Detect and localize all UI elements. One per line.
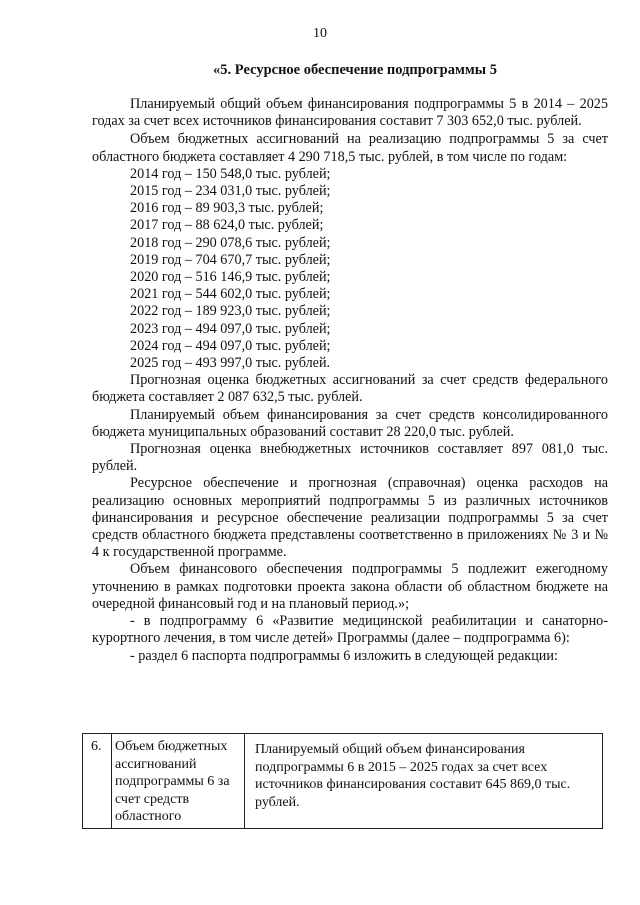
section-heading: «5. Ресурсное обеспечение подпрограммы 5 <box>213 62 497 78</box>
year-item: 2015 год – 234 031,0 тыс. рублей; <box>130 183 331 200</box>
year-funding-list <box>92 166 608 372</box>
table-row-number: 6. <box>83 734 112 828</box>
paragraph-section-6: - раздел 6 паспорта подпрограммы 6 изложить в следующей редакции: <box>130 647 558 664</box>
year-item: 2020 год – 516 146,9 тыс. рублей; <box>130 269 331 286</box>
year-item: 2023 год – 494 097,0 тыс. рублей; <box>130 320 331 337</box>
passport-table <box>82 733 603 829</box>
year-item: 2019 год – 704 670,7 тыс. рублей; <box>130 251 331 268</box>
paragraph-total-funding: Планируемый общий объем финансирования подпрограммы 5 в 2014 – 2025 годах за счет всех источников финансирования составит 7 303 652,0 тыс. рублей. <box>92 96 608 130</box>
paragraph-subprogram-6: - в подпрограмму 6 «Развитие медицинской реабилитации и санаторно-курортного лечения, в том числе детей» Программы (далее – подпрограмма 6): <box>92 613 608 647</box>
year-item: 2014 год – 150 548,0 тыс. рублей; <box>130 165 331 182</box>
table-row-name: Объем бюджетных ассигнований подпрограммы 6 за счет средств областного <box>112 734 245 828</box>
year-item: 2016 год – 89 903,3 тыс. рублей; <box>130 200 324 217</box>
paragraph-annual-update: Объем финансового обеспечения подпрограммы 5 подлежит ежегодному уточнению в рамках подготовки проекта закона области об областном бюджете на очередной финансовый год и на плановый период.»; <box>92 561 608 612</box>
year-item: 2024 год – 494 097,0 тыс. рублей; <box>130 337 331 354</box>
paragraph-regional-budget: Объем бюджетных ассигнований на реализацию подпрограммы 5 за счет областного бюджета составляет 4 290 718,5 тыс. рублей, в том числе по годам: <box>92 131 608 165</box>
paragraph-extrabudgetary: Прогнозная оценка внебюджетных источников составляет 897 081,0 тыс. рублей. <box>92 441 608 475</box>
table-row-value: Планируемый общий объем финансирования подпрограммы 6 в 2015 – 2025 годах за счет всех источников финансирования составит 645 869,0 тыс. рублей. <box>255 742 571 810</box>
paragraph-federal-budget: Прогнозная оценка бюджетных ассигнований за счет средств федерального бюджета составляет 2 087 632,5 тыс. рублей. <box>92 372 608 406</box>
year-item: 2018 год – 290 078,6 тыс. рублей; <box>130 234 331 251</box>
year-item: 2025 год – 493 997,0 тыс. рублей. <box>130 355 331 372</box>
year-item: 2021 год – 544 602,0 тыс. рублей; <box>130 286 331 303</box>
year-item: 2022 год – 189 923,0 тыс. рублей; <box>130 303 331 320</box>
paragraph-municipal-budget: Планируемый объем финансирования за счет средств консолидированного бюджета муниципальных образований составит 28 220,0 тыс. рублей. <box>92 406 608 440</box>
paragraph-resource-provision: Ресурсное обеспечение и прогнозная (справочная) оценка расходов на реализацию основных мероприятий подпрограммы 5 из различных источников финансирования и ресурсное обеспечение реализации подпрограммы 5 за счет средств областного бюджета представлены соответственно в приложениях № 3 и № 4 к государственной программе. <box>92 475 608 561</box>
year-item: 2017 год – 88 624,0 тыс. рублей; <box>130 217 324 234</box>
page-number: 10 <box>313 26 327 41</box>
document-body <box>92 96 608 665</box>
